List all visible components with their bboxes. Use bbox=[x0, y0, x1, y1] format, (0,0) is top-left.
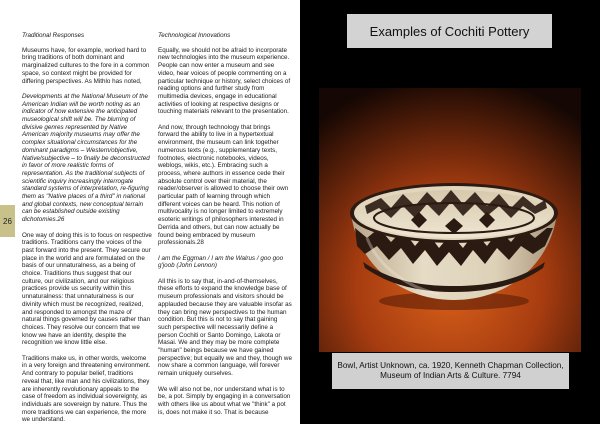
paragraph: All this is to say that, in-and-of-themselves, these efforts to expand the knowledge base of museum professionals and visitors should be applauded because they are valuable insofar as they can bring new perspectives to the human condition. But this is not to say that gaining such perspective will necessarily define a person Cochiti or Santo Domingo, Lakota or Masai. We and they may be more complete "human" beings because we have gained perspective; but equally we and they, though we now share a common language, will forever remain uniquely ourselves. bbox=[158, 277, 292, 378]
paragraph: Equally, we should not be afraid to incorporate new technologies into the museum experience. People can now enter a museum and see video, hear voices of people commenting on a particular technique or history, select choices of reading options and further study from multimedia devices, engage in educational activities of looking at respective designs or touching materials relevant to the presentation. bbox=[158, 46, 291, 116]
caption-line-2: Museum of Indian Arts & Culture. 7794 bbox=[380, 371, 521, 380]
page-title-text: Examples of Cochiti Pottery bbox=[369, 23, 530, 39]
page-title bbox=[347, 14, 552, 48]
photo-caption bbox=[332, 353, 569, 389]
lyric-quote: I am the Eggman / I am the Walrus / goo goo g'joob (John Lennon) bbox=[158, 254, 284, 270]
caption-line-1: Bowl, Artist Unknown, ca. 1920, Kenneth Chapman Collection, bbox=[337, 361, 564, 370]
right-page bbox=[300, 0, 600, 424]
left-column bbox=[22, 32, 152, 432]
page-number: 26 bbox=[3, 216, 12, 226]
block-quote: Developments at the National Museum of the American Indian will be worth noting as an indicator of how extensive the anticipated museological shift will be. The blurring of divisive genres represented by Native American majority museums may offer the complex situational circumstances for the dominant paradigms – Western/objective, Native/subjective – to finally be deconstructed in favor of more realistic forms of representation. As the traditional subjects of scientific inquiry increasingly interrogate standard systems of interpretation, re-figuring them as "Native places of a third" in national and global contexts, new conceptual terrain can be established outside existing dichotomies.26 bbox=[22, 92, 150, 224]
paragraph: And now, through technology that brings forward the ability to live in a hypertextual environment, the museum can link together numerous texts (e.g., supplementary texts, footnotes, electronic notebooks, videos, weblogs, wikis, etc.). Embracing such a process, where authors in essence cede their absolute control over their material, the reader/observer is allowed to choose their own particular path of learning through which different voices can be heard. This notion of multivocality is no longer limited to extremely esoteric writings of philosophers interested in Derrida and others, but can now actually be found being embraced by museum professionals.28 bbox=[158, 123, 289, 247]
page-number-tab bbox=[0, 205, 15, 237]
paragraph: Museums have, for example, worked hard to bring traditions of both dominant and marginalized cultures to the fore in a common space, so context might be provided for differing perspectives. As Mithlo has noted, bbox=[22, 46, 150, 85]
paragraph: One way of doing this is to focus on respective traditions. Traditions carry the voices of the past forward into the present. They secure our place in the world and are formulated on the basis of our unnaturalness, as a being of choice. Traditions thus suggest that our culture, our civilization, and our religious practices provide us security within this unnaturalness: that unnaturalness is our divinity which must be recognized, realized, and responded to amongst the maze of natural things governed by causes rather than choices. They resolve our concern that we know we have an identity, despite the recognition we know little else. bbox=[22, 231, 152, 347]
pottery-photo bbox=[319, 88, 581, 352]
pottery-bowl-image bbox=[319, 88, 581, 352]
paragraph: Traditions make us, in other words, welcome in a very foreign and threatening environment. And contrary to popular belief, traditions reveal that, like man and his civilizations, they are inherently revolutionary appeals to the case of freedom as individual sovereignty, as individuals are sovereign by nature. Thus the more traditions we can experience, the more we understand. bbox=[22, 354, 151, 424]
section-heading-traditional: Traditional Responses bbox=[22, 32, 85, 39]
section-heading-technological: Technological Innovations bbox=[158, 32, 231, 39]
right-column bbox=[158, 32, 292, 424]
left-page bbox=[0, 0, 300, 424]
paragraph: We will also not be, nor understand what is to be, a pot. Simply by engaging in a conversation with others like us about what we "think" a pot is, does not make it so. That is because bbox=[158, 385, 291, 416]
